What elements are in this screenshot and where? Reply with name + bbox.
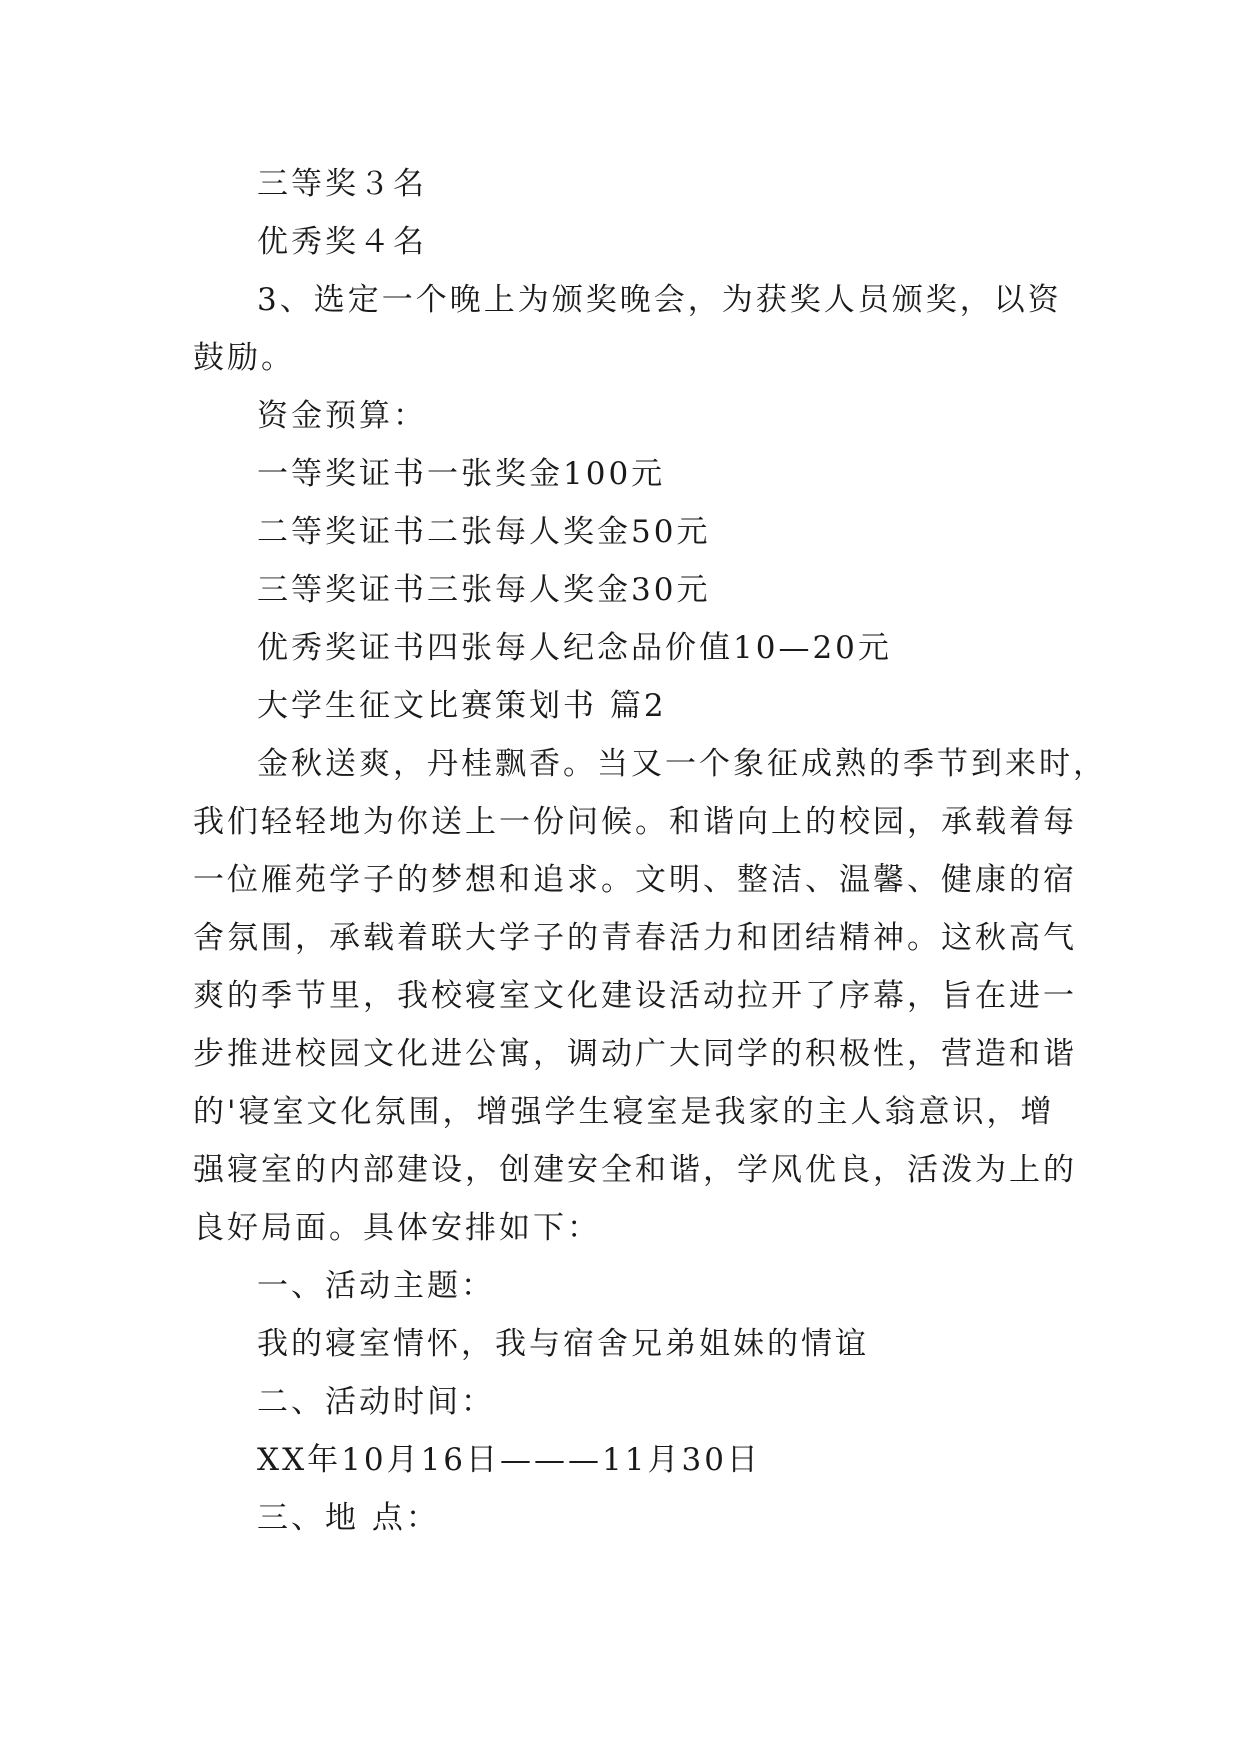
section-heading: 大学生征文比赛策划书 篇2 (257, 688, 667, 724)
section-heading: 一、活动主题： (257, 1268, 495, 1304)
paragraph-line: 良好局面。具体安排如下： (193, 1210, 601, 1246)
paragraph-line: 3、选定一个晚上为颁奖晚会，为获奖人员颁奖，以资 (257, 282, 1062, 318)
paragraph-line: 鼓励。 (193, 340, 295, 376)
paragraph-line: 的'寝室文化氛围，增强学生寝室是我家的主人翁意识，增 (193, 1094, 1055, 1130)
paragraph-line: 我的寝室情怀，我与宿舍兄弟姐妹的情谊 (257, 1326, 869, 1362)
paragraph-line: 爽的季节里，我校寝室文化建设活动拉开了序幕，旨在进一 (193, 978, 1077, 1014)
paragraph-line: 一位雁苑学子的梦想和追求。文明、整洁、温馨、健康的宿 (193, 862, 1077, 898)
paragraph-line: 我们轻轻地为你送上一份问候。和谐向上的校园，承载着每 (193, 804, 1077, 840)
paragraph-line: XX年10月16日———11月30日 (257, 1442, 761, 1478)
paragraph-line: 舍氛围，承载着联大学子的青春活力和团结精神。这秋高气 (193, 920, 1077, 956)
document-body (193, 155, 1107, 1547)
paragraph-line: 二等奖证书二张每人奖金50元 (257, 514, 711, 550)
paragraph-line: 强寝室的内部建设，创建安全和谐，学风优良，活泼为上的 (193, 1152, 1077, 1188)
paragraph-line: 三等奖证书三张每人奖金30元 (257, 572, 711, 608)
section-heading: 二、活动时间： (257, 1384, 495, 1420)
paragraph-line: 优秀奖证书四张每人纪念品价值10—20元 (257, 630, 892, 666)
section-heading: 三、地 点： (257, 1500, 440, 1536)
paragraph-line: 优秀奖４名 (257, 224, 427, 260)
paragraph-line: 资金预算： (257, 398, 427, 434)
paragraph-line: 步推进校园文化进公寓，调动广大同学的积极性，营造和谐 (193, 1036, 1077, 1072)
paragraph-line: 一等奖证书一张奖金100元 (257, 456, 666, 492)
paragraph-line: 三等奖３名 (257, 166, 427, 202)
paragraph-line: 金秋送爽，丹桂飘香。当又一个象征成熟的季节到来时， (257, 746, 1107, 782)
